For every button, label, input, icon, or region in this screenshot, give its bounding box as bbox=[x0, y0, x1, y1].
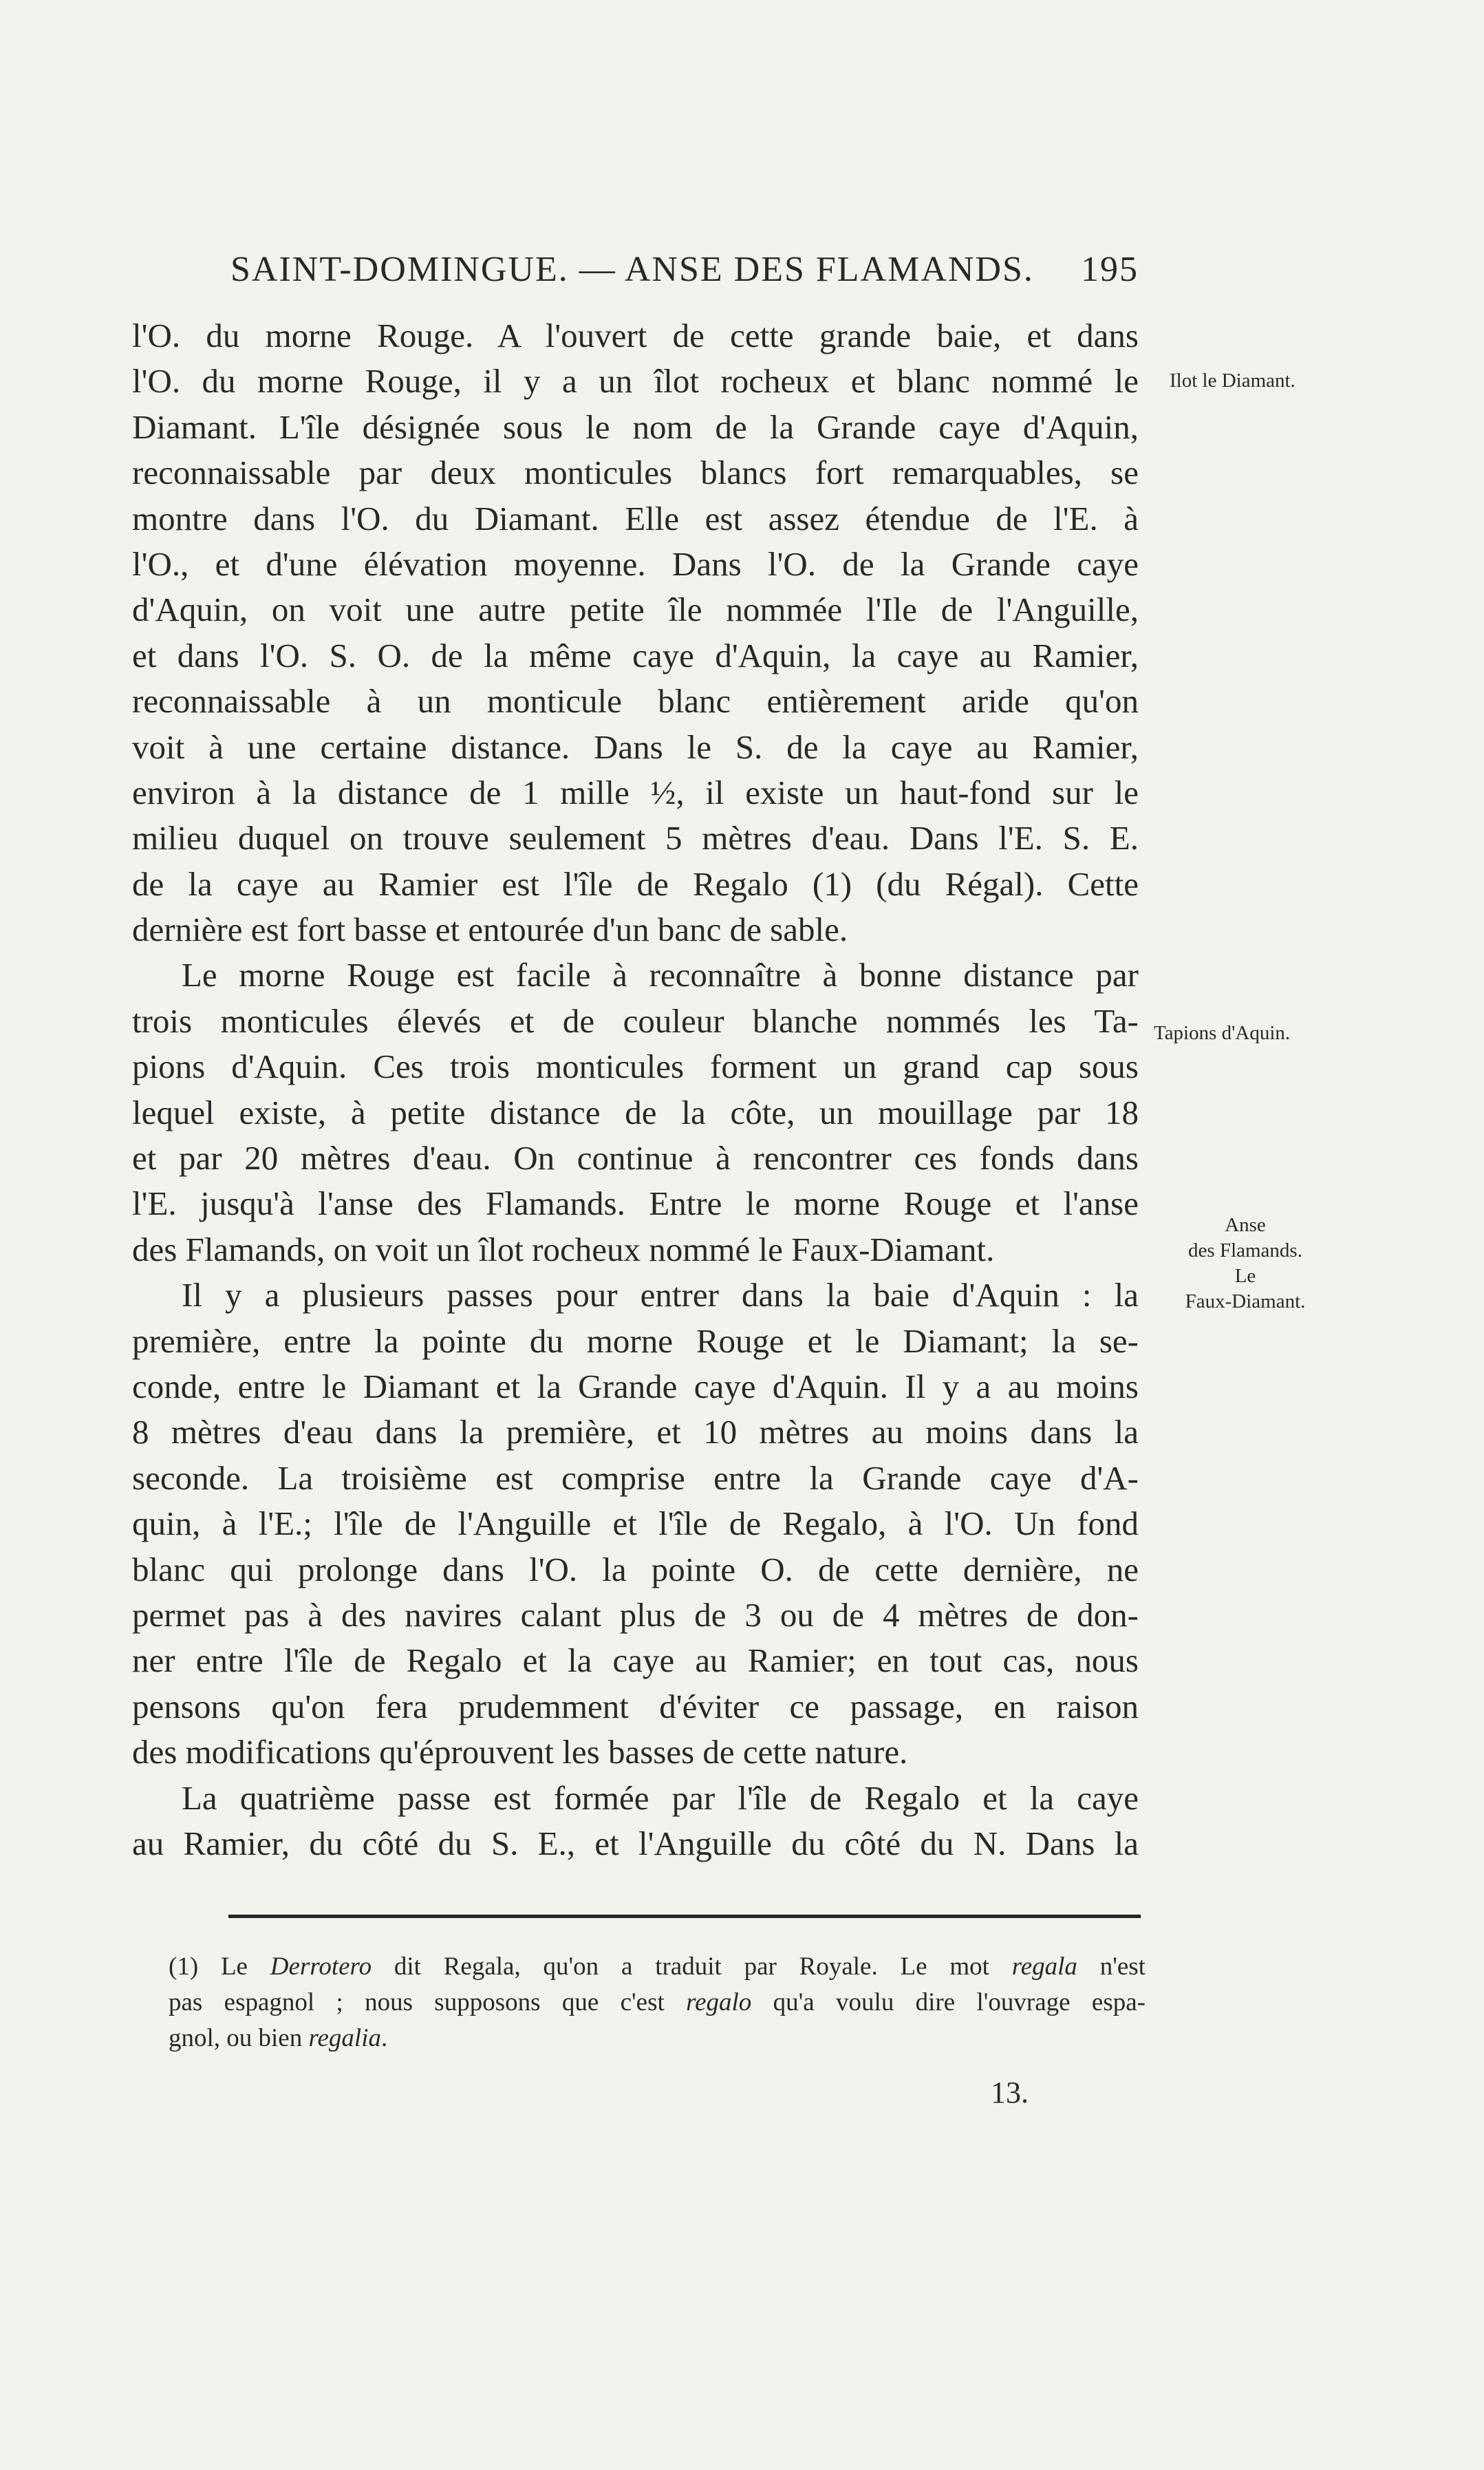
text-line: des modifications qu'éprouvent les basses de cette nature. bbox=[132, 1733, 908, 1771]
footnote-text: qu'a voulu dire l'ouvrage espa- bbox=[751, 1988, 1146, 2016]
signature-mark: 13. bbox=[991, 2076, 1029, 2109]
text-line: environ à la distance de 1 mille ½, il existe un haut-fond sur le bbox=[132, 773, 1139, 811]
text-line: l'O. du morne Rouge, il y a un îlot rocheux et blanc nommé le bbox=[132, 362, 1139, 401]
text-line: de la caye au Ramier est l'île de Regalo (1) (du Régal). Cette bbox=[132, 864, 1139, 903]
text-line: lequel existe, à petite distance de la côte, un mouillage par 18 bbox=[132, 1093, 1139, 1131]
text-line: trois monticules élevés et de couleur blanche nommés les Ta- bbox=[132, 1001, 1139, 1040]
text-line: Diamant. L'île désignée sous le nom de la Grande caye d'Aquin, bbox=[132, 407, 1139, 446]
footnote-italic: regala bbox=[1011, 1952, 1077, 1981]
text-line: voit à une certaine distance. Dans le S. de la caye au Ramier, bbox=[132, 727, 1139, 766]
margin-note-line: Faux-Diamant. bbox=[1185, 1290, 1306, 1312]
text-line: milieu duquel on trouve seulement 5 mètres d'eau. Dans l'E. S. E. bbox=[132, 819, 1139, 858]
footnote-divider bbox=[228, 1915, 1141, 1918]
text-line: seconde. La troisième est comprise entre la Grande caye d'A- bbox=[132, 1458, 1139, 1497]
text-line: des Flamands, on voit un îlot rocheux nommé le Faux-Diamant. bbox=[132, 1230, 995, 1268]
text-line: au Ramier, du côté du S. E., et l'Anguille du côté du N. Dans la bbox=[132, 1824, 1139, 1862]
footnote-line bbox=[169, 1985, 1146, 2021]
text-line: et dans l'O. S. O. de la même caye d'Aquin, la caye au Ramier, bbox=[132, 636, 1139, 674]
text-line: reconnaissable par deux monticules blancs fort remarquables, se bbox=[132, 454, 1139, 492]
text-line: Il y a plusieurs passes pour entrer dans la baie d'Aquin : la bbox=[182, 1276, 1139, 1314]
text-line: reconnaissable à un monticule blanc entièrement aride qu'on bbox=[132, 682, 1139, 721]
footnote-italic: regalo bbox=[686, 1988, 752, 2016]
text-line: l'O., et d'une élévation moyenne. Dans l'O. de la Grande caye bbox=[132, 544, 1139, 583]
footnote-line bbox=[169, 2021, 1146, 2056]
text-line: pions d'Aquin. Ces trois monticules forment un grand cap sous bbox=[132, 1047, 1139, 1086]
text-line: conde, entre le Diamant et la Grande caye d'Aquin. Il y a au moins bbox=[132, 1367, 1139, 1405]
footnote-text: n'est bbox=[1077, 1952, 1146, 1981]
text-line: montre dans l'O. du Diamant. Elle est assez étendue de l'E. à bbox=[132, 499, 1139, 537]
footnote-line bbox=[169, 1949, 1146, 1985]
text-line: permet pas à des navires calant plus de 3 ou de 4 mètres de don- bbox=[132, 1595, 1139, 1634]
text-line: dernière est fort basse et entourée d'un banc de sable. bbox=[132, 911, 848, 949]
margin-note-line: Le bbox=[1234, 1265, 1256, 1287]
text-line: première, entre la pointe du morne Rouge et le Diamant; la se- bbox=[132, 1321, 1139, 1360]
margin-note-line: des Flamands. bbox=[1188, 1239, 1302, 1261]
text-line: pensons qu'on fera prudemment d'éviter ce passage, en raison bbox=[132, 1687, 1139, 1725]
footnote-text: dit Regala, qu'on a traduit par Royale. Le mot bbox=[372, 1952, 1012, 1981]
text-line: d'Aquin, on voit une autre petite île nommée l'Ile de l'Anguille, bbox=[132, 590, 1139, 629]
running-title: SAINT-DOMINGUE. — ANSE DES FLAMANDS. bbox=[230, 250, 1034, 289]
margin-note-line: Anse bbox=[1225, 1214, 1266, 1236]
margin-note-ilot: Ilot le Diamant. bbox=[1170, 370, 1295, 392]
running-header bbox=[230, 249, 1139, 290]
body-text bbox=[132, 313, 1139, 1866]
text-line: La quatrième passe est formée par l'île de Regalo et la caye bbox=[182, 1778, 1139, 1817]
footnote-text: gnol, ou bien bbox=[169, 2024, 309, 2052]
text-line: blanc qui prolonge dans l'O. la pointe O. de cette dernière, ne bbox=[132, 1550, 1139, 1588]
text-line: l'O. du morne Rouge. A l'ouvert de cette grande baie, et dans bbox=[132, 317, 1139, 354]
margin-note-anse bbox=[1176, 1213, 1314, 1314]
footnote bbox=[169, 1949, 1146, 2056]
margin-note-tapions: Tapions d'Aquin. bbox=[1154, 1022, 1291, 1044]
text-line: et par 20 mètres d'eau. On continue à rencontrer ces fonds dans bbox=[132, 1139, 1139, 1178]
page-number: 195 bbox=[1081, 250, 1139, 289]
text-line: ner entre l'île de Regalo et la caye au Ramier; en tout cas, nous bbox=[132, 1641, 1139, 1680]
text-line: 8 mètres d'eau dans la première, et 10 mètres au moins dans la bbox=[132, 1413, 1139, 1451]
footnote-text: pas espagnol ; nous supposons que c'est bbox=[169, 1988, 687, 2016]
text-line: l'E. jusqu'à l'anse des Flamands. Entre le morne Rouge et l'anse bbox=[132, 1184, 1139, 1223]
text-line: Le morne Rouge est facile à reconnaître à bonne distance par bbox=[182, 956, 1139, 994]
footnote-text: . bbox=[381, 2024, 388, 2052]
footnote-italic: regalia bbox=[308, 2024, 381, 2052]
footnote-italic: Derrotero bbox=[270, 1952, 372, 1981]
text-line: quin, à l'E.; l'île de l'Anguille et l'île de Regalo, à l'O. Un fond bbox=[132, 1504, 1139, 1543]
footnote-text: (1) Le bbox=[169, 1952, 270, 1981]
